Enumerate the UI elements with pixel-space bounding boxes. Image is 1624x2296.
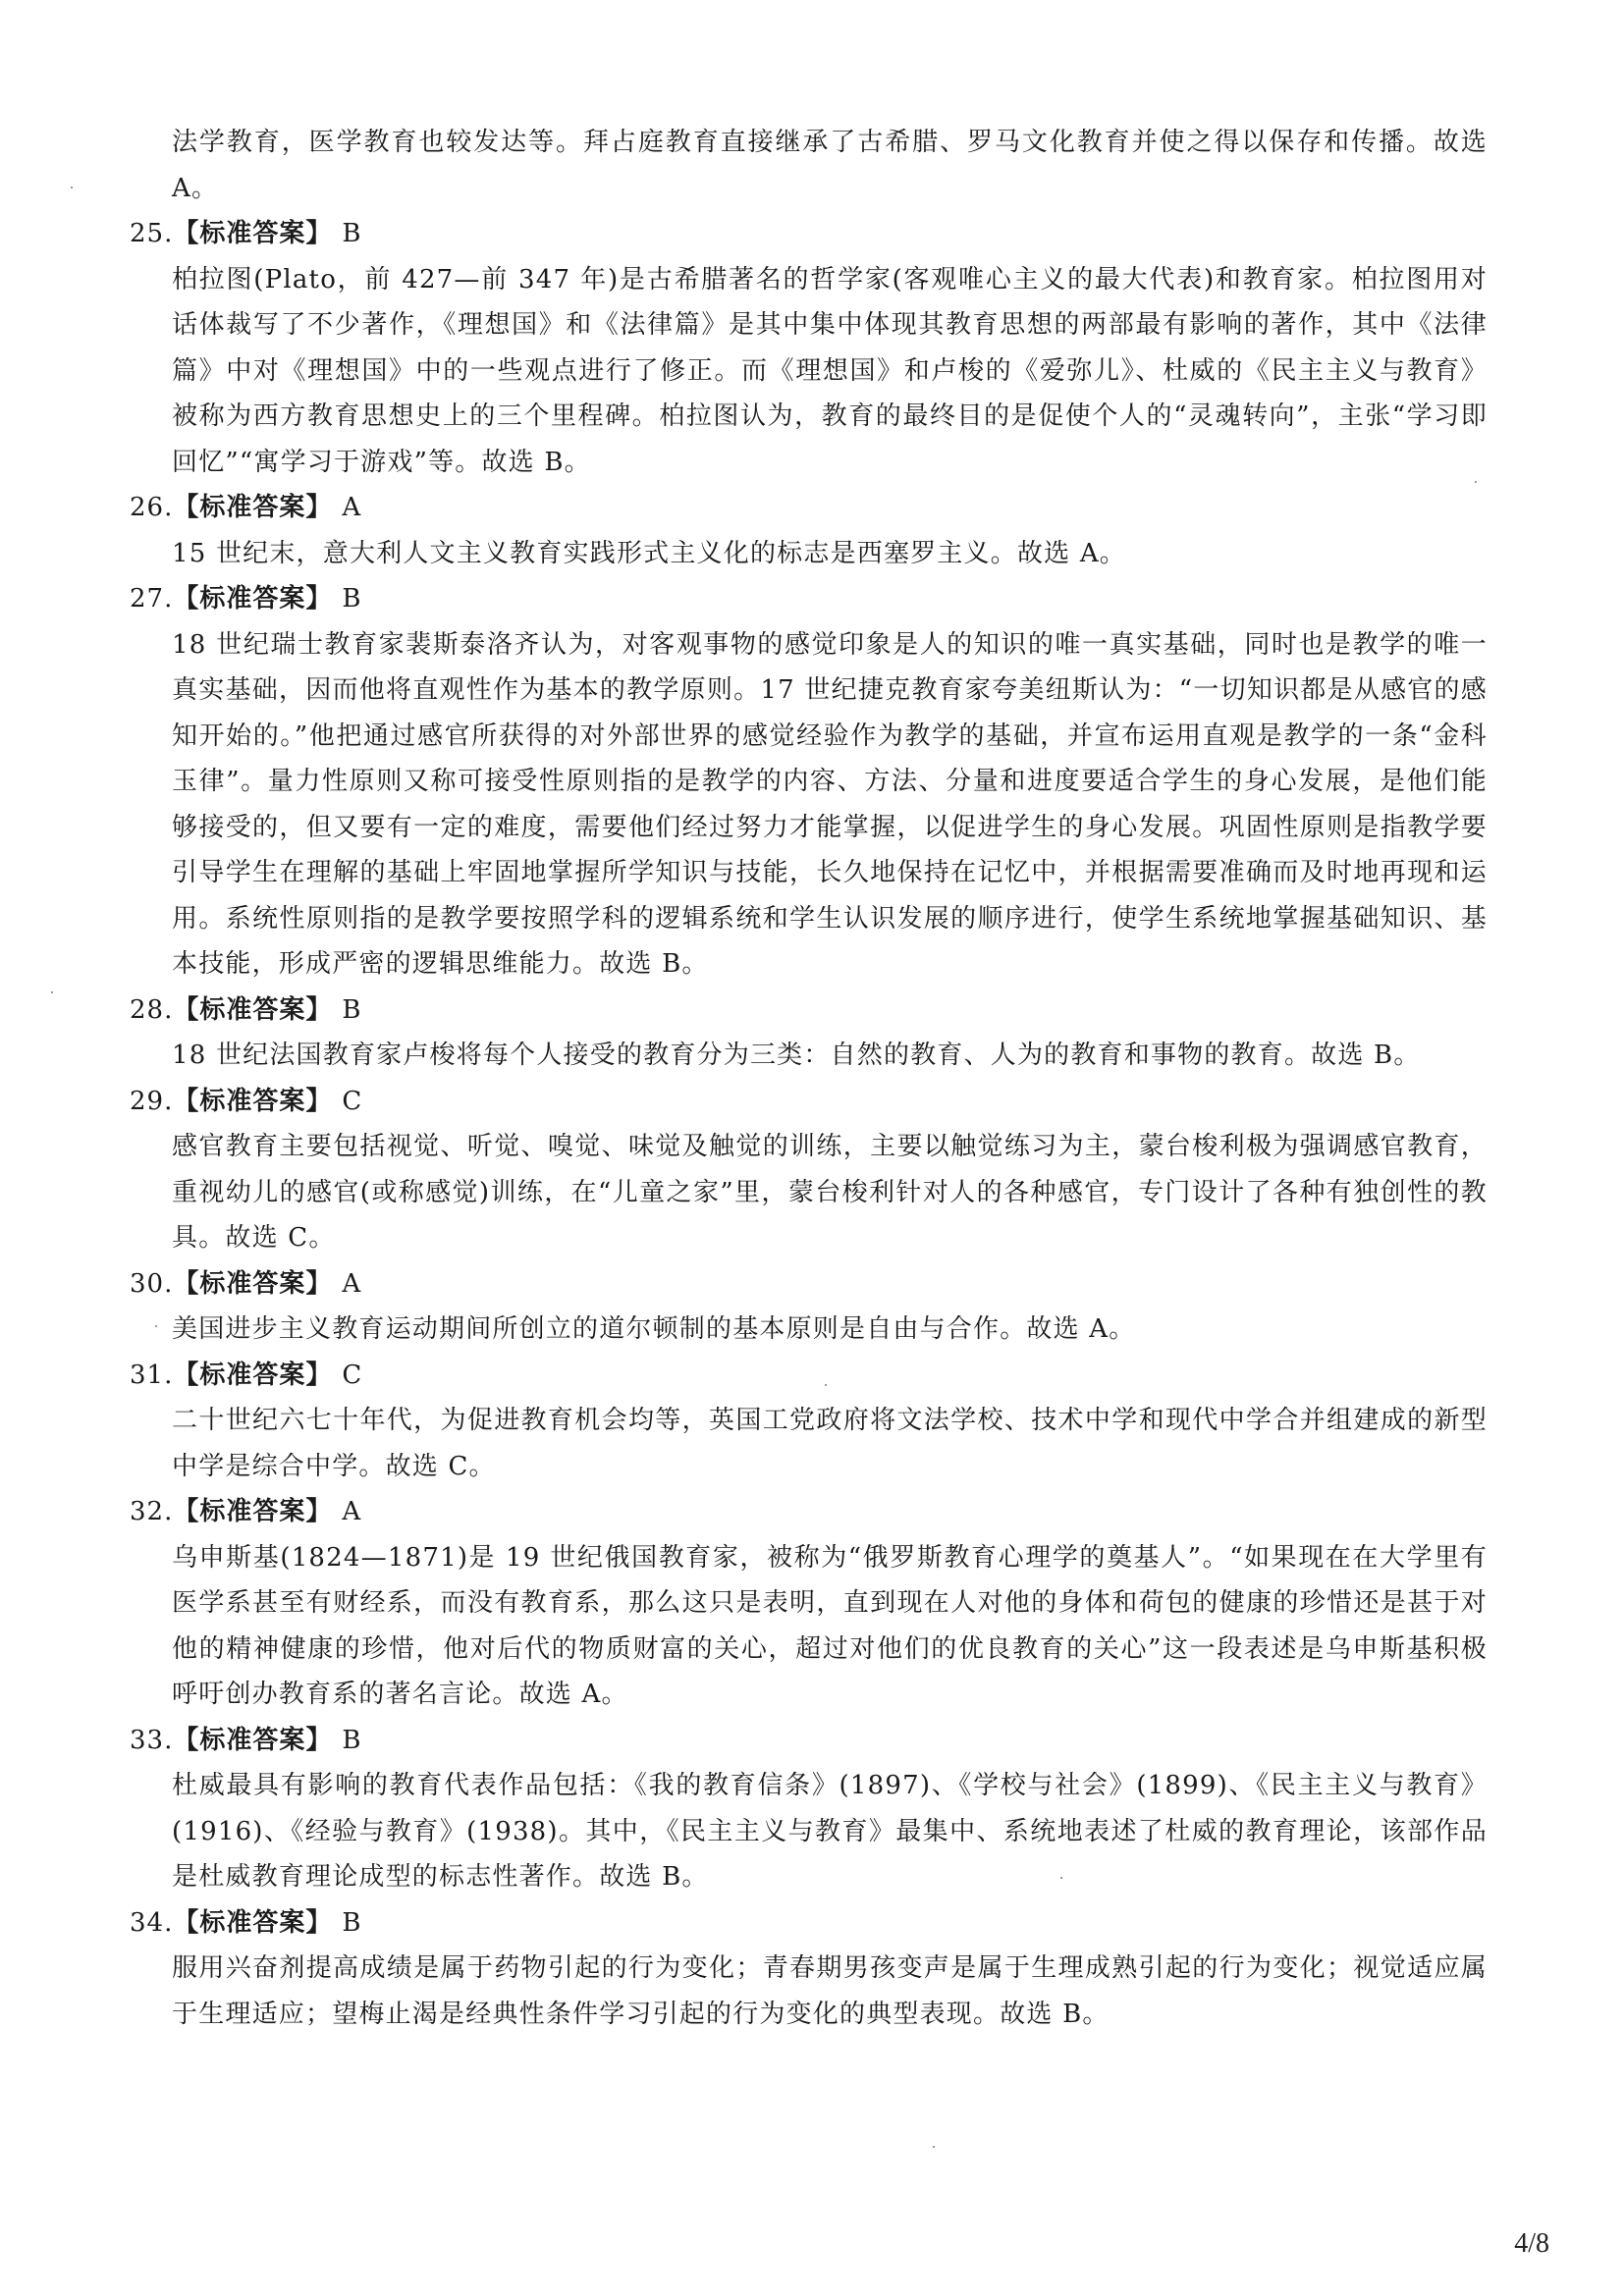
continuation-paragraph: 法学教育，医学教育也较发达等。拜占庭教育直接继承了古希腊、罗马文化教育并使之得以保存和传播。故选 A。: [172, 128, 1488, 203]
answer-tag: 【标准答案】: [173, 994, 333, 1025]
answer-heading: [130, 1261, 1624, 1308]
answer-tag: 【标准答案】: [173, 219, 333, 248]
answer-explanation: 15 世纪末，意大利人文主义教育实践形式主义化的标志是西塞罗主义。故选 A。: [172, 538, 1126, 568]
scan-speck: [825, 1384, 827, 1386]
answer-heading: [130, 1489, 1624, 1535]
answer-heading: [130, 1079, 1624, 1125]
page-number: 4/8: [1514, 2228, 1549, 2259]
answer-heading: [130, 576, 1624, 622]
answer-heading: [130, 988, 1624, 1034]
question-number: 26.: [130, 493, 174, 522]
answer-tag: 【标准答案】: [173, 493, 333, 522]
answer-heading: [130, 1900, 1624, 1947]
scan-speck: [71, 187, 73, 188]
question-number: 33.: [130, 1725, 174, 1755]
answer-tag: 【标准答案】: [173, 1086, 333, 1116]
answer-tag: 【标准答案】: [173, 1725, 333, 1755]
answer-choice: B: [342, 584, 362, 614]
question-number: 32.: [130, 1497, 174, 1526]
answer-heading: [130, 1718, 1624, 1764]
answer-choice: B: [342, 1907, 362, 1938]
answer-explanation: 柏拉图(Plato，前 427—前 347 年)是古希腊著名的哲学家(客观唯心主义的最大代表)和教育家。柏拉图用对话体裁写了不少著作，《理想国》和《法律篇》是其中集中体现其教育思想的两部最有影响的著作，其中《法律篇》中对《理想国》中的一些观点进行了修正。而《理想国》和卢梭的《爱弥儿》、杜威的《民主主义与教育》被称为西方教育思想史上的三个里程碑。柏拉图认为，教育的最终目的是促使个人的“灵魂转向”，主张“学习即回忆”“寓学习于游戏”等。故选 B。: [172, 264, 1488, 477]
answer-choice: B: [342, 219, 362, 248]
answer-heading: [130, 1353, 1624, 1399]
question-number: 27.: [130, 584, 174, 614]
answer-explanation: 二十世纪六七十年代，为促进教育机会均等，英国工党政府将文法学校、技术中学和现代中学合并组建成的新型中学是综合中学。故选 C。: [172, 1406, 1488, 1481]
answer-explanation: 乌申斯基(1824—1871)是 19 世纪俄国教育家，被称为“俄罗斯教育心理学的奠基人”。“如果现在在大学里有医学系甚至有财经系，而没有教育系，那么这只是表明，直到现在人对他的身体和荷包的健康的珍惜还是甚于对他的精神健康的珍惜，他对后代的物质财富的关心，超过对他们的优良教育的关心”这一段表述是乌申斯基积极呼吁创办教育系的著名言论。故选 A。: [172, 1542, 1488, 1709]
answer-choice: C: [342, 1360, 363, 1390]
answer-explanation: 杜威最具有影响的教育代表作品包括：《我的教育信条》(1897)、《学校与社会》(1899)、《民主主义与教育》(1916)、《经验与教育》(1938)。其中，《民主主义与教育》最集中、系统地表述了杜威的教育理论，该部作品是杜威教育理论成型的标志性著作。故选 B。: [172, 1771, 1488, 1892]
answer-explanation: 感官教育主要包括视觉、听觉、嗅觉、味觉及触觉的训练，主要以触觉练习为主，蒙台梭利极为强调感官教育，重视幼儿的感官(或称感觉)训练，在“儿童之家”里，蒙台梭利针对人的各种感官，专门设计了各种有独创性的教具。故选 C。: [172, 1132, 1488, 1253]
answer-explanation: 18 世纪法国教育家卢梭将每个人接受的教育分为三类：自然的教育、人为的教育和事物的教育。故选 B。: [172, 1041, 1421, 1070]
answer-tag: 【标准答案】: [173, 1497, 333, 1526]
answer-list: [0, 211, 1624, 2037]
answer-choice: A: [342, 1268, 362, 1299]
question-number: 28.: [130, 994, 174, 1025]
scan-speck: [1475, 481, 1477, 483]
scan-speck: [51, 991, 53, 993]
answer-tag: 【标准答案】: [173, 1907, 333, 1938]
answer-heading: [130, 211, 1624, 257]
answer-content: [0, 120, 1624, 2037]
answer-explanation: 服用兴奋剂提高成绩是属于药物引起的行为变化；青春期男孩变声是属于生理成熟引起的行为变化；视觉适应属于生理适应；望梅止渴是经典性条件学习引起的行为变化的典型表现。故选 B。: [172, 1953, 1488, 2029]
answer-tag: 【标准答案】: [173, 1268, 333, 1299]
answer-explanation: 美国进步主义教育运动期间所创立的道尔顿制的基本原则是自由与合作。故选 A。: [172, 1314, 1136, 1344]
question-number: 25.: [130, 219, 174, 248]
scan-speck: [1060, 1877, 1062, 1879]
question-number: 29.: [130, 1086, 174, 1116]
answer-choice: C: [342, 1086, 363, 1116]
scan-speck: [933, 2146, 935, 2148]
answer-tag: 【标准答案】: [173, 584, 333, 614]
answer-tag: 【标准答案】: [173, 1360, 333, 1390]
answer-choice: B: [342, 994, 362, 1025]
answer-choice: A: [342, 493, 362, 522]
scan-speck: [155, 1325, 157, 1327]
answer-explanation: 18 世纪瑞士教育家裴斯泰洛齐认为，对客观事物的感觉印象是人的知识的唯一真实基础，同时也是教学的唯一真实基础，因而他将直观性作为基本的教学原则。17 世纪捷克教育家夸美纽斯认为：“一切知识都是从感官的感知开始的。”他把通过感官所获得的对外部世界的感觉经验作为教学的基础，并宣布运用直观是教学的一条“金科玉律”。量力性原则又称可接受性原则指的是教学的内容、方法、分量和进度要适合学生的身心发展，是他们能够接受的，但又要有一定的难度，需要他们经过努力才能掌握，以促进学生的身心发展。巩固性原则是指教学要引导学生在理解的基础上牢固地掌握所学知识与技能，长久地保持在记忆中，并根据需要准确而及时地再现和运用。系统性原则指的是教学要按照学科的逻辑系统和学生认识发展的顺序进行，使学生系统地掌握基础知识、基本技能，形成严密的逻辑思维能力。故选 B。: [172, 629, 1488, 979]
question-number: 31.: [130, 1360, 174, 1390]
question-number: 30.: [130, 1268, 174, 1299]
answer-choice: B: [342, 1725, 362, 1755]
question-number: 34.: [130, 1907, 174, 1938]
answer-choice: A: [342, 1497, 362, 1526]
answer-heading: [130, 485, 1624, 531]
